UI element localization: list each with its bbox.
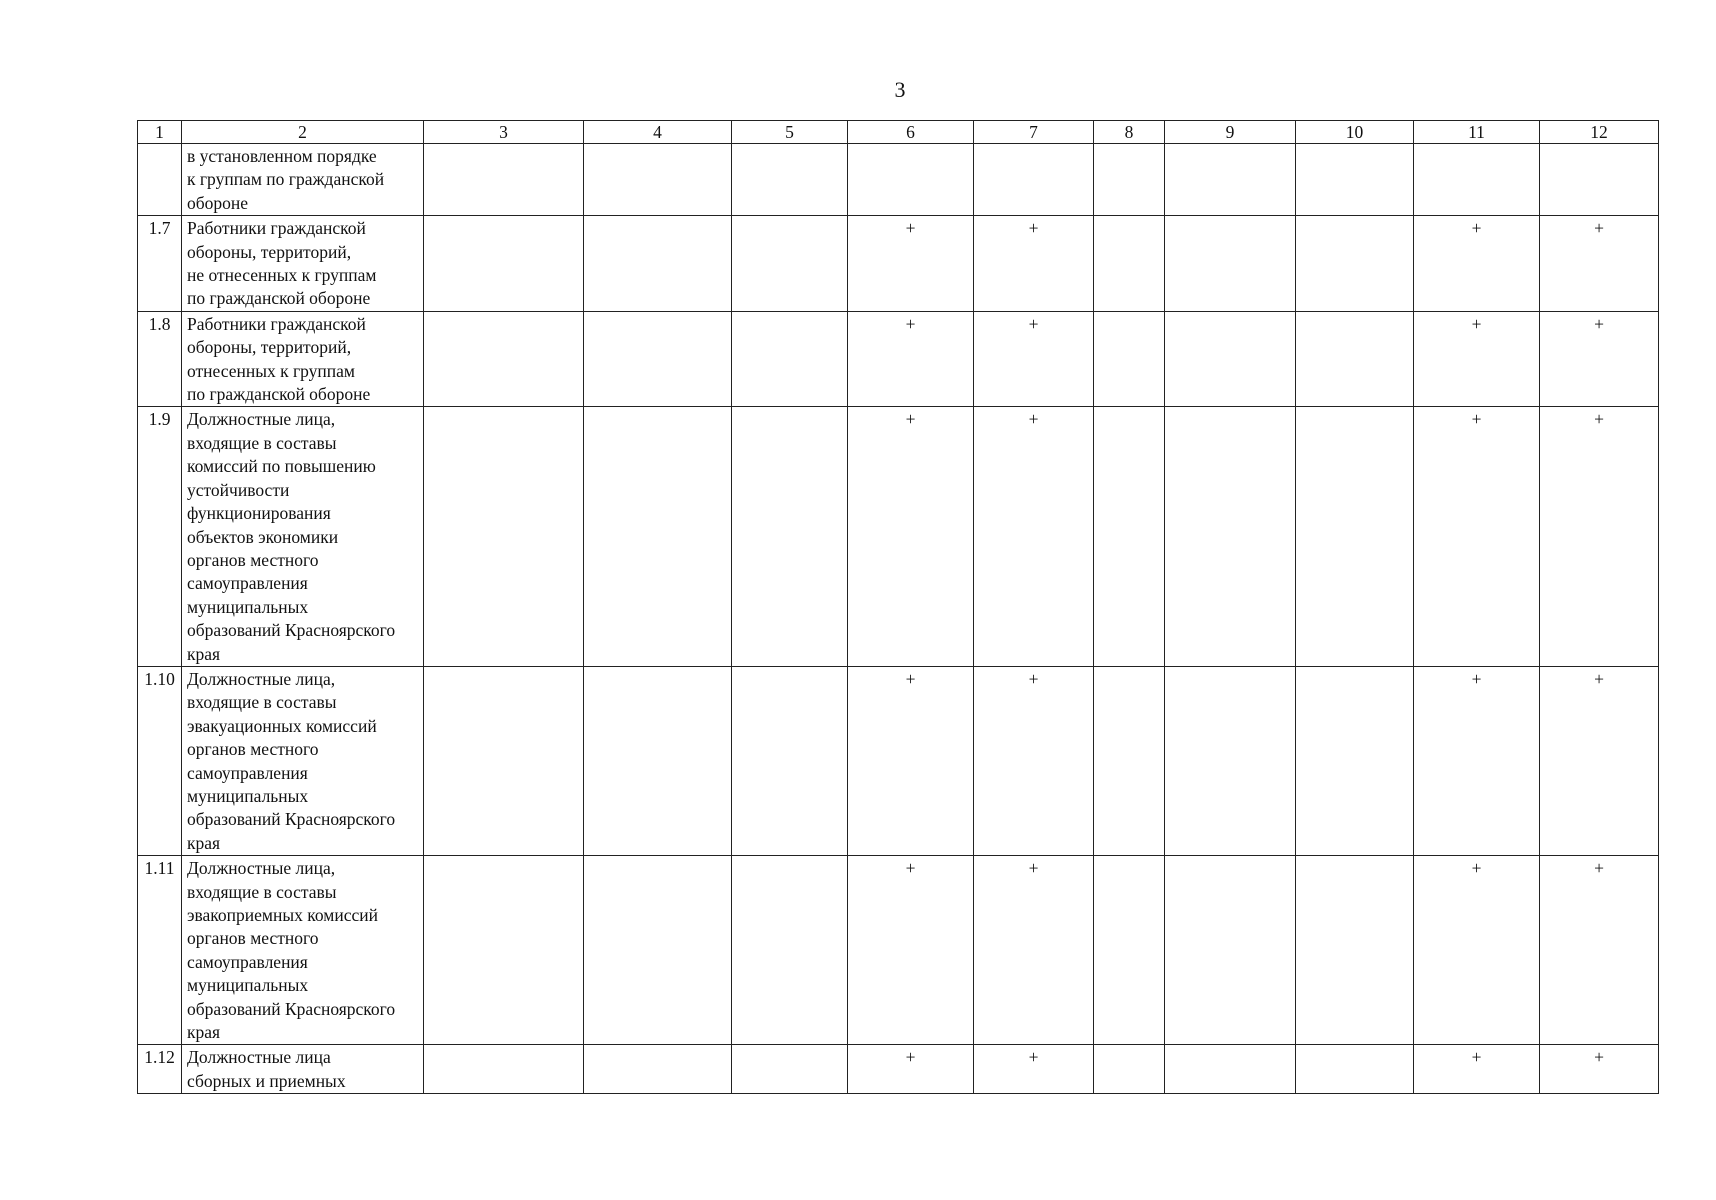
row-name-line: органов местного [187,928,319,949]
mark-cell-col-3 [424,311,584,407]
mark-cell-col-5 [732,1045,848,1094]
mark-cell-col-12: + [1540,311,1659,407]
page-number: 3 [894,77,906,102]
mark-cell-col-11: + [1414,407,1540,666]
row-name-line: Работники гражданской [187,313,366,334]
mark-cell-col-11: + [1414,666,1540,855]
mark-cell-col-6: + [848,666,974,855]
mark-cell-col-5 [732,144,848,216]
row-name [182,407,424,666]
mark-cell-col-10 [1296,1045,1414,1094]
mark-cell-col-3 [424,407,584,666]
mark-cell-col-7: + [974,1045,1094,1094]
mark-cell-col-7: + [974,311,1094,407]
column-header-6: 6 [848,121,974,144]
mark-cell-col-5 [732,216,848,312]
table-row [138,216,1659,312]
row-name-line: образований Красноярского [187,620,396,641]
column-header-8: 8 [1094,121,1165,144]
row-name-line: муниципальных [187,975,309,996]
row-name-line: к группам по гражданской [187,169,385,190]
mark-cell-col-7: + [974,216,1094,312]
mark-cell-col-4 [584,666,732,855]
row-name-line: Должностные лица, [187,409,336,430]
mark-cell-col-12: + [1540,1045,1659,1094]
row-name-line: органов местного [187,739,319,760]
column-header-7: 7 [974,121,1094,144]
table-row [138,666,1659,855]
row-number: 1.10 [138,666,182,855]
mark-cell-col-12: + [1540,216,1659,312]
table-row [138,311,1659,407]
row-name [182,144,424,216]
mark-cell-col-11: + [1414,216,1540,312]
row-name-line: образований Красноярского [187,809,396,830]
column-header-4: 4 [584,121,732,144]
mark-cell-col-12: + [1540,407,1659,666]
mark-cell-col-10 [1296,216,1414,312]
row-name-line: края [187,832,221,853]
mark-cell-col-6: + [848,856,974,1045]
mark-cell-col-6: + [848,216,974,312]
column-header-1: 1 [138,121,182,144]
mark-cell-col-8 [1094,311,1165,407]
row-number: 1.8 [138,311,182,407]
mark-cell-col-4 [584,216,732,312]
mark-cell-col-3 [424,666,584,855]
mark-cell-col-4 [584,144,732,216]
row-name-line: по гражданской обороне [187,384,371,405]
mark-cell-col-8 [1094,856,1165,1045]
row-name-line: самоуправления [187,573,308,594]
mark-cell-col-9 [1165,1045,1296,1094]
mark-cell-col-11 [1414,144,1540,216]
row-name-line: эвакуационных комиссий [187,715,377,736]
mark-cell-col-8 [1094,666,1165,855]
mark-cell-col-7: + [974,407,1094,666]
row-name-line: обороне [187,192,249,213]
row-name-line: входящие в составы [187,692,337,713]
mark-cell-col-5 [732,856,848,1045]
table-row [138,407,1659,666]
row-name [182,666,424,855]
mark-cell-col-3 [424,144,584,216]
mark-cell-col-11: + [1414,856,1540,1045]
row-name [182,1045,424,1094]
row-name-line: самоуправления [187,951,308,972]
mark-cell-col-10 [1296,856,1414,1045]
column-header-12: 12 [1540,121,1659,144]
row-name-line: образований Красноярского [187,998,396,1019]
row-name-line: функционирования [187,503,331,524]
row-number: 1.7 [138,216,182,312]
mark-cell-col-9 [1165,144,1296,216]
row-name-line: Должностные лица [187,1047,331,1068]
row-number: 1.12 [138,1045,182,1094]
mark-cell-col-11: + [1414,1045,1540,1094]
mark-cell-col-4 [584,407,732,666]
mark-cell-col-7: + [974,856,1094,1045]
mark-cell-col-12: + [1540,666,1659,855]
row-name-line: входящие в составы [187,881,337,902]
table-row [138,856,1659,1045]
mark-cell-col-10 [1296,407,1414,666]
mark-cell-col-8 [1094,216,1165,312]
mark-cell-col-10 [1296,311,1414,407]
row-name-line: комиссий по повышению [187,456,376,477]
mark-cell-col-5 [732,407,848,666]
row-name-line: самоуправления [187,762,308,783]
table-row [138,1045,1659,1094]
mark-cell-col-9 [1165,856,1296,1045]
row-name-line: края [187,1022,221,1043]
mark-cell-col-3 [424,856,584,1045]
mark-cell-col-4 [584,856,732,1045]
row-name [182,856,424,1045]
row-name-line: по гражданской обороне [187,288,371,309]
mark-cell-col-5 [732,311,848,407]
mark-cell-col-3 [424,1045,584,1094]
mark-cell-col-7: + [974,666,1094,855]
row-number: 1.11 [138,856,182,1045]
row-name-line: в установленном порядке [187,146,377,166]
mark-cell-col-8 [1094,1045,1165,1094]
mark-cell-col-6: + [848,407,974,666]
mark-cell-col-4 [584,1045,732,1094]
column-header-5: 5 [732,121,848,144]
row-name-line: муниципальных [187,785,309,806]
mark-cell-col-8 [1094,144,1165,216]
table-body [138,121,1659,1094]
mark-cell-col-10 [1296,144,1414,216]
row-name-line: обороны, территорий, [187,337,352,358]
row-name-line: сборных и приемных [187,1070,346,1091]
table-header-row [138,121,1659,144]
row-name-line: эвакоприемных комиссий [187,905,378,925]
row-name-line: Работники гражданской [187,218,366,239]
mark-cell-col-9 [1165,216,1296,312]
row-name-line: органов местного [187,549,319,570]
mark-cell-col-12 [1540,144,1659,216]
mark-cell-col-9 [1165,666,1296,855]
row-name [182,311,424,407]
mark-cell-col-6: + [848,1045,974,1094]
mark-cell-col-9 [1165,311,1296,407]
mark-cell-col-11: + [1414,311,1540,407]
table-row [138,144,1659,216]
document-table [137,120,1659,1094]
row-number [138,144,182,216]
row-name-line: обороны, территорий, [187,241,352,262]
column-header-2: 2 [182,121,424,144]
row-name-line: не отнесенных к группам [187,265,377,286]
column-header-11: 11 [1414,121,1540,144]
mark-cell-col-6 [848,144,974,216]
row-name-line: Должностные лица, [187,858,336,879]
row-name-line: входящие в составы [187,432,337,453]
mark-cell-col-8 [1094,407,1165,666]
row-name-line: муниципальных [187,596,309,617]
row-number: 1.9 [138,407,182,666]
row-name-line: устойчивости [187,479,290,500]
column-header-3: 3 [424,121,584,144]
mark-cell-col-6: + [848,311,974,407]
mark-cell-col-5 [732,666,848,855]
row-name-line: объектов экономики [187,526,339,547]
column-header-10: 10 [1296,121,1414,144]
mark-cell-col-4 [584,311,732,407]
column-header-9: 9 [1165,121,1296,144]
row-name-line: края [187,643,221,664]
row-name-line: отнесенных к группам [187,360,355,381]
row-name [182,216,424,312]
mark-cell-col-10 [1296,666,1414,855]
mark-cell-col-3 [424,216,584,312]
row-name-line: Должностные лица, [187,668,336,689]
mark-cell-col-7 [974,144,1094,216]
mark-cell-col-9 [1165,407,1296,666]
mark-cell-col-12: + [1540,856,1659,1045]
